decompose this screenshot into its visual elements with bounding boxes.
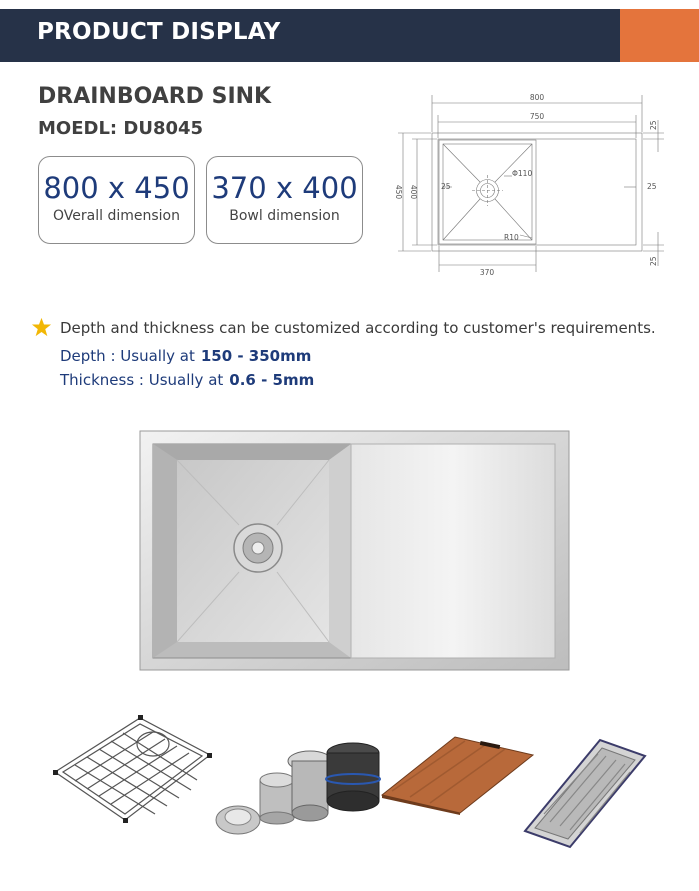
bowl-dimension-label: Bowl dimension: [229, 208, 340, 224]
dim-bowl-width: 370: [479, 268, 495, 277]
bowl-dimension-value: 370 x 400: [211, 171, 358, 205]
thickness-spec: [60, 371, 314, 389]
model-number: MOEDL: DU8045: [38, 118, 204, 139]
dim-bowl-height: 400: [409, 184, 418, 200]
product-name: DRAINBOARD SINK: [38, 84, 272, 109]
dim-drain: Φ110: [512, 169, 533, 178]
bowl-dimension-box: [206, 156, 363, 244]
page-title: PRODUCT DISPLAY: [37, 19, 281, 45]
dim-margin-top: 25: [649, 120, 658, 130]
thickness-value: 0.6 - 5mm: [229, 371, 315, 389]
thickness-label: Thickness : Usually at: [60, 371, 224, 389]
overall-dimension-label: OVerall dimension: [53, 208, 180, 224]
dim-margin-right: 25: [647, 182, 657, 191]
header-accent-block: [620, 9, 699, 62]
depth-label: Depth : Usually at: [60, 347, 195, 365]
cutting-board-photo: [380, 735, 535, 815]
dim-inner-width: 750: [529, 112, 545, 121]
overall-dimension-value: 800 x 450: [43, 171, 190, 205]
customization-note: Depth and thickness can be customized according to customer's requirements.: [60, 319, 656, 337]
dim-margin-left: 25: [441, 182, 451, 191]
depth-spec: [60, 347, 311, 365]
colander-photo: [520, 736, 650, 851]
technical-drawing: [392, 90, 666, 280]
grid-rack-photo: [45, 710, 215, 840]
star-icon: [31, 317, 52, 337]
header-bar: [0, 9, 699, 62]
dim-margin-bottom: 25: [649, 256, 658, 266]
basket-strainer-photo: [210, 735, 390, 847]
dim-radius: R10: [504, 233, 519, 242]
dim-overall-height: 450: [394, 184, 403, 200]
overall-dimension-box: [38, 156, 195, 244]
dim-total-width: 800: [529, 93, 545, 102]
sink-photo: [139, 430, 570, 671]
depth-value: 150 - 350mm: [200, 347, 312, 365]
